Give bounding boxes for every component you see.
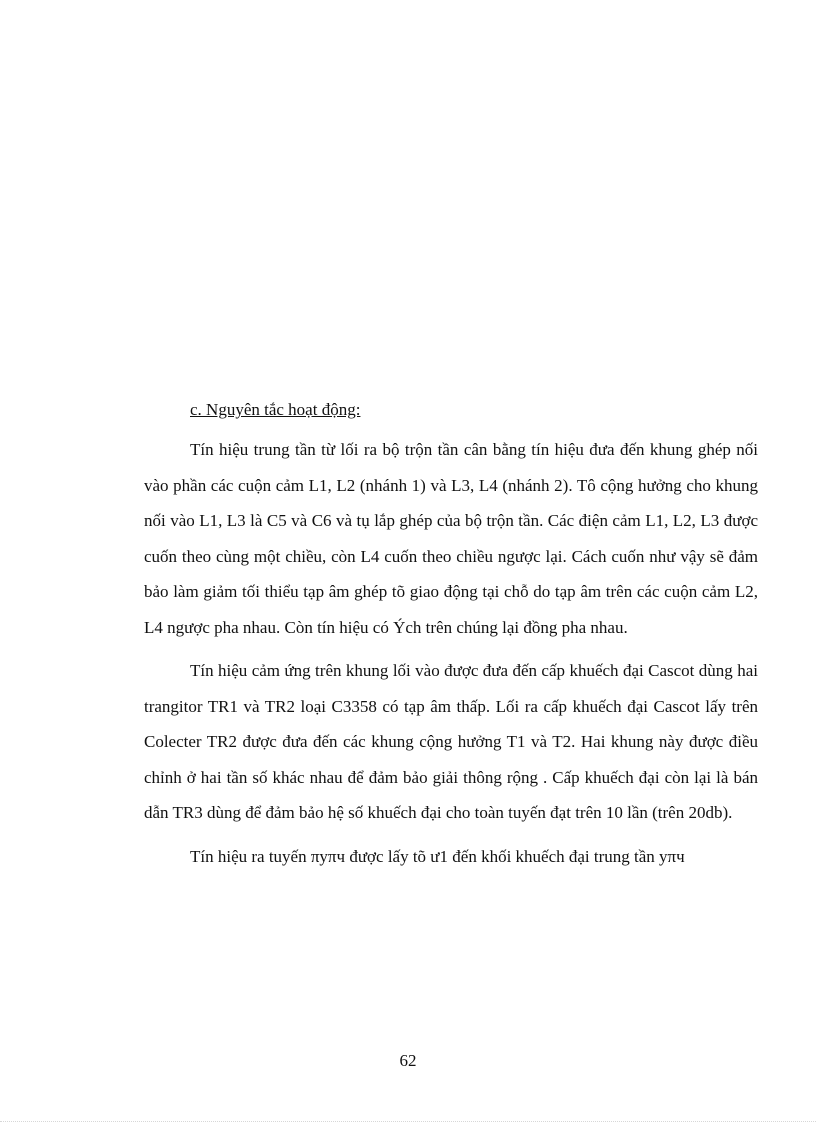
bottom-divider xyxy=(0,1121,816,1122)
page-number: 62 xyxy=(399,1051,417,1070)
section-heading: c. Nguyên tắc hoạt động: xyxy=(190,400,361,419)
content-body xyxy=(144,396,758,882)
paragraph-1: Tín hiệu trung tần từ lối ra bộ trộn tần cân bằng tín hiệu đưa đến khung ghép nối vào phần các cuộn cảm L1, L2 (nhánh 1) và L3, L4 (nhánh 2). Tô cộng hưởng cho khung nối vào L1, L3 là C5 và C6 và tụ lắp ghép của bộ trộn tần. Các điện cảm L1, L2, L3 được cuốn theo cùng một chiều, còn L4 cuốn theo chiều ngược lại. Cách cuốn như vậy sẽ đảm bảo làm giảm tối thiểu tạp âm ghép tõ giao động tại chỗ do tạp âm trên các cuộn cảm L2, L4 ngược pha nhau. Còn tín hiệu có Ých trên chúng lại đồng pha nhau. xyxy=(144,440,758,637)
paragraph-2: Tín hiệu cảm ứng trên khung lối vào được đưa đến cấp khuếch đại Cascot dùng hai trangitor TR1 và TR2 loại C3358 có tạp âm thấp. Lối ra cấp khuếch đại Cascot lấy trên Colecter TR2 được đưa đến các khung cộng hưởng T1 và T2. Hai khung này được điều chỉnh ở hai tần số khác nhau để đảm bảo giải thông rộng . Cấp khuếch đại còn lại là bán dẫn TR3 dùng để đảm bảo hệ số khuếch đại cho toàn tuyến đạt trên 10 lần (trên 20db). xyxy=(144,661,758,822)
paragraph-3: Tín hiệu ra tuyến πyπч được lấy tõ ư1 đến khối khuếch đại trung tần yπч xyxy=(190,846,685,866)
